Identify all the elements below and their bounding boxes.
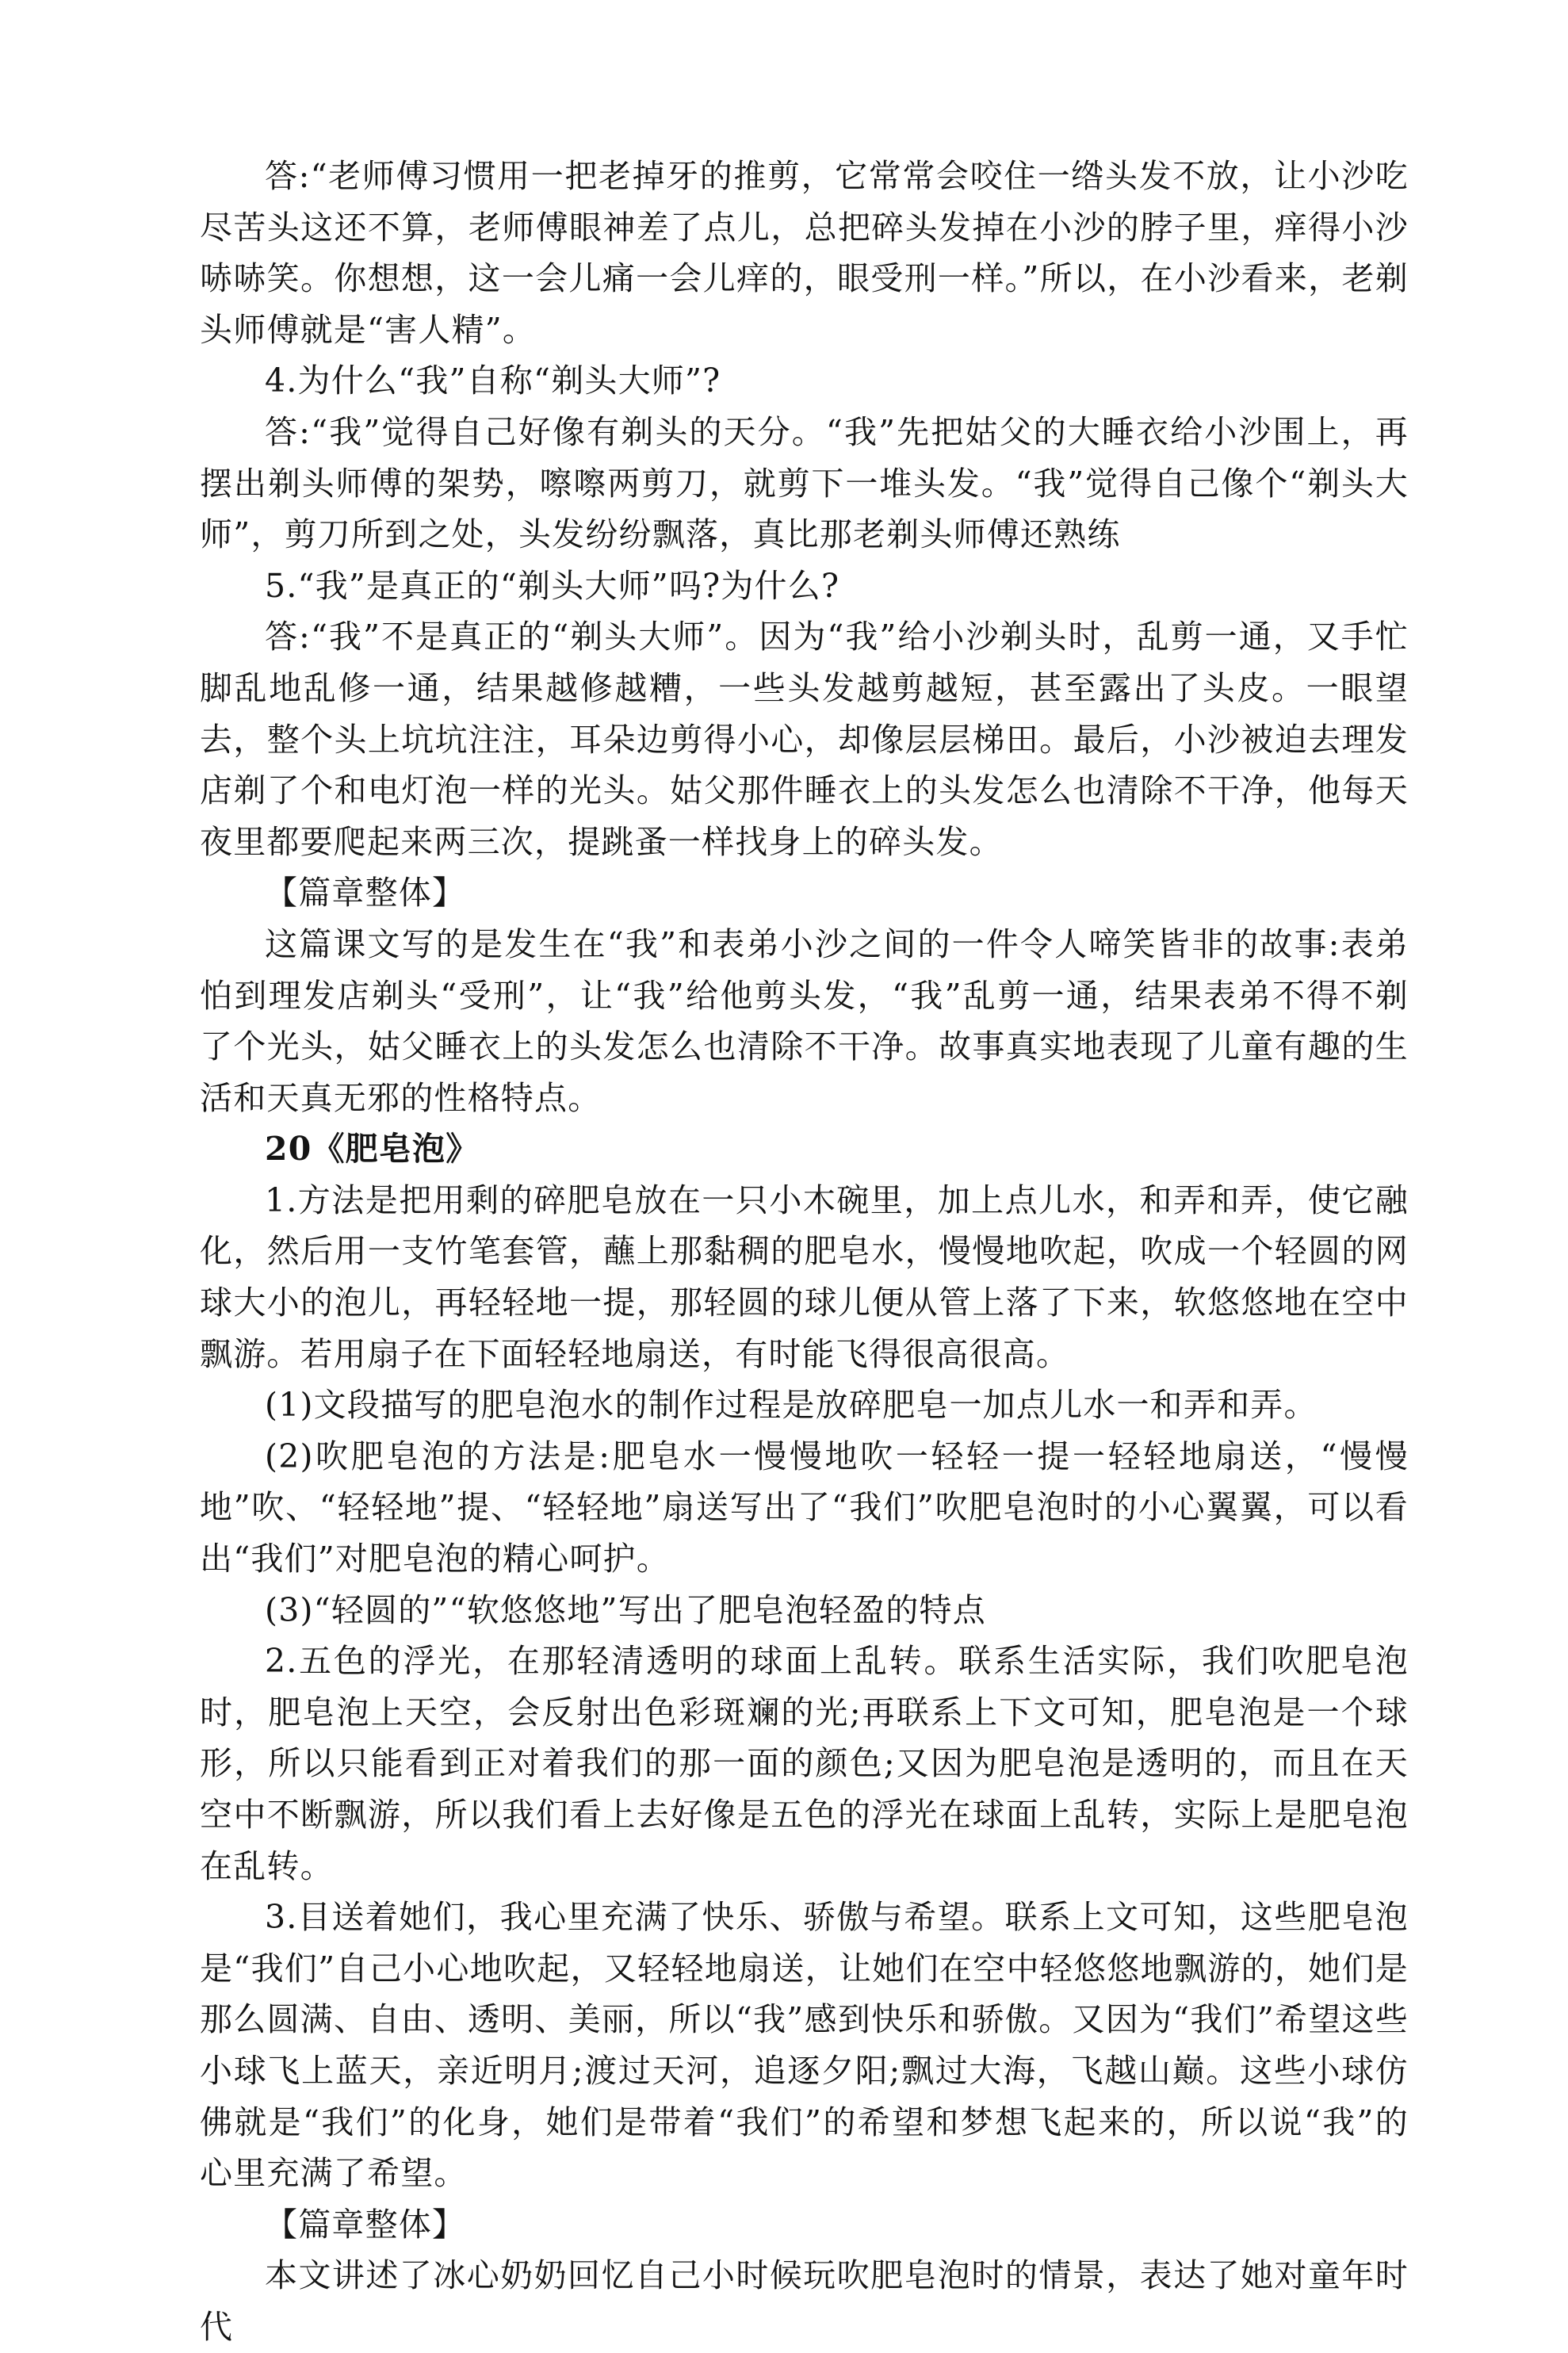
answer-paragraph-3: 答:“老师傅习惯用一把老掉牙的推剪，它常常会咬住一绺头发不放，让小沙吃尽苦头这还不算，老师傅眼神差了点儿，总把碎头发掉在小沙的脖子里，痒得小沙哧哧笑。你想想，这一会儿痛一会儿痒的，眼受刑一样。”所以，在小沙看来，老剃头师傅就是“害人精”。 bbox=[200, 157, 1409, 349]
document-page bbox=[200, 151, 1409, 2353]
closing-paragraph: 本文讲述了冰心奶奶回忆自己小时候玩吹肥皂泡时的情景，表达了她对童年时代 bbox=[200, 2256, 1409, 2346]
section-heading-overall: 【篇章整体】 bbox=[265, 874, 466, 913]
overall-summary-paragraph: 这篇课文写的是发生在“我”和表弟小沙之间的一件令人啼笑皆非的故事:表弟怕到理发店剃头“受刑”，让“我”给他剪头发，“我”乱剪一通，结果表弟不得不剃了个光头，姑父睡衣上的头发怎么也清除不干净。故事真实地表现了儿童有趣的生活和天真无邪的性格特点。 bbox=[200, 924, 1409, 1117]
section-heading-overall-2: 【篇章整体】 bbox=[265, 2205, 466, 2244]
item-1-sub-1: (1)文段描写的肥皂泡水的制作过程是放碎肥皂一加点儿水一和弄和弄。 bbox=[265, 1386, 1318, 1425]
answer-paragraph-4: 答:“我”觉得自己好像有剃头的天分。“我”先把姑父的大睡衣给小沙围上，再摆出剃头师傅的架势，嚓嚓两剪刀，就剪下一堆头发。“我”觉得自己像个“剃头大师”，剪刀所到之处，头发纷纷飘落，真比那老剃头师傅还熟练 bbox=[200, 412, 1409, 554]
item-2-paragraph: 2.五色的浮光，在那轻清透明的球面上乱转。联系生活实际，我们吹肥皂泡时，肥皂泡上天空，会反射出色彩斑斓的光;再联系上下文可知，肥皂泡是一个球形，所以只能看到正对着我们的那一面的颜色;又因为肥皂泡是透明的，而且在天空中不断飘游，所以我们看上去好像是五色的浮光在球面上乱转，实际上是肥皂泡在乱转。 bbox=[200, 1642, 1409, 1885]
lesson-title: 20《肥皂泡》 bbox=[265, 1130, 480, 1169]
item-3-paragraph: 3.目送着她们，我心里充满了快乐、骄傲与希望。联系上文可知，这些肥皂泡是“我们”自己小心地吹起，又轻轻地扇送，让她们在空中轻悠悠地飘游的，她们是那么圆满、自由、透明、美丽，所以“我”感到快乐和骄傲。又因为“我们”希望这些小球飞上蓝天，亲近明月;渡过天河，追逐夕阳;飘过大海，飞越山巅。这些小球仿佛就是“我们”的化身，她们是带着“我们”的希望和梦想飞起来的，所以说“我”的心里充满了希望。 bbox=[200, 1898, 1409, 2193]
item-1-sub-2: (2)吹肥皂泡的方法是:肥皂水一慢慢地吹一轻轻一提一轻轻地扇送，“慢慢地”吹、“轻轻地”提、“轻轻地”扇送写出了“我们”吹肥皂泡时的小心翼翼，可以看出“我们”对肥皂泡的精心呵护。 bbox=[200, 1437, 1409, 1578]
question-5: 5.“我”是真正的“剃头大师”吗?为什么? bbox=[265, 566, 840, 605]
answer-paragraph-5: 答:“我”不是真正的“剃头大师”。因为“我”给小沙剃头时，乱剪一通，又手忙脚乱地乱修一通，结果越修越糟，一些头发越剪越短，甚至露出了头皮。一眼望去，整个头上坑坑注注，耳朵边剪得小心，却像层层梯田。最后，小沙被迫去理发店剃了个和电灯泡一样的光头。姑父那件睡衣上的头发怎么也清除不干净，他每天夜里都要爬起来两三次，提跳蚤一样找身上的碎头发。 bbox=[200, 618, 1409, 861]
item-1-sub-3: (3)“轻圆的”“软悠悠地”写出了肥皂泡轻盈的特点 bbox=[265, 1590, 986, 1629]
question-4: 4.为什么“我”自称“剃头大师”? bbox=[265, 362, 721, 400]
item-1-paragraph: 1.方法是把用剩的碎肥皂放在一只小木碗里，加上点儿水，和弄和弄，使它融化，然后用一支竹笔套管，蘸上那黏稠的肥皂水，慢慢地吹起，吹成一个轻圆的网球大小的泡儿，再轻轻地一提，那轻圆的球儿便从管上落了下来，软悠悠地在空中飘游。若用扇子在下面轻轻地扇送，有时能飞得很高很高。 bbox=[200, 1180, 1409, 1373]
